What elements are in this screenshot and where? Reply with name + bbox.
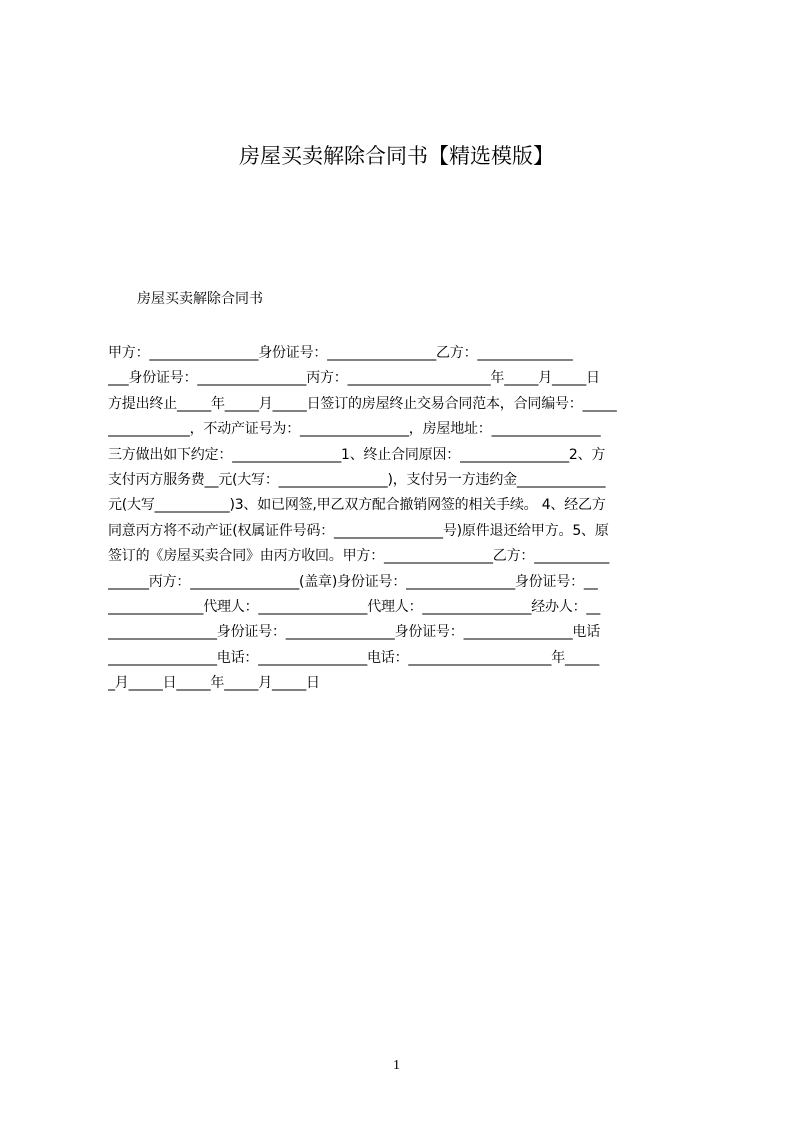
body-line: 支付丙方服务费__元(大写：________________)，支付另一方违约金_____________ xyxy=(108,471,606,488)
body-line: ______丙方：________________(盖章)身份证号：________________身份证号：__ xyxy=(108,573,598,590)
body-line: _月_____日_____年_____月_____日 xyxy=(108,675,320,692)
body-line: ________________电话：________________电话：_____________________年_____ xyxy=(108,649,599,666)
body-line: ______________代理人：________________代理人：________________经办人：__ xyxy=(108,598,600,615)
body-line: 三方做出如下约定：________________1、终止合同原因：________________2、方 xyxy=(108,446,606,463)
body-line: ________________身份证号：________________身份证号：________________电话 xyxy=(108,624,600,641)
body-line: 甲方：________________身份证号：________________乙方：______________ xyxy=(108,345,573,361)
document-title: 房屋买卖解除合同书【精选模版】 xyxy=(239,144,554,168)
body-line: 同意丙方将不动产证(权属证件号码：________________号)原件退还给甲方。5、原 xyxy=(108,522,609,539)
body-line: 元(大写___________)3、如已网签,甲乙双方配合撤销网签的相关手续。 4、经乙方 xyxy=(108,497,606,514)
page-number: 1 xyxy=(393,1058,400,1073)
body-line: ___身份证号：________________丙方：_____________________年_____月_____日 xyxy=(108,370,600,387)
document-subtitle: 房屋买卖解除合同书 xyxy=(137,291,263,307)
body-line: ____________，不动产证号为：________________，房屋地址：________________ xyxy=(108,421,601,438)
body-line: 签订的《房屋买卖合同》由丙方收回。甲方：________________乙方：___________ xyxy=(108,548,609,565)
contract-body xyxy=(108,343,700,698)
body-line: 方提出终止_____年_____月_____日签订的房屋终止交易合同范本，合同编号：_____ xyxy=(108,395,617,412)
